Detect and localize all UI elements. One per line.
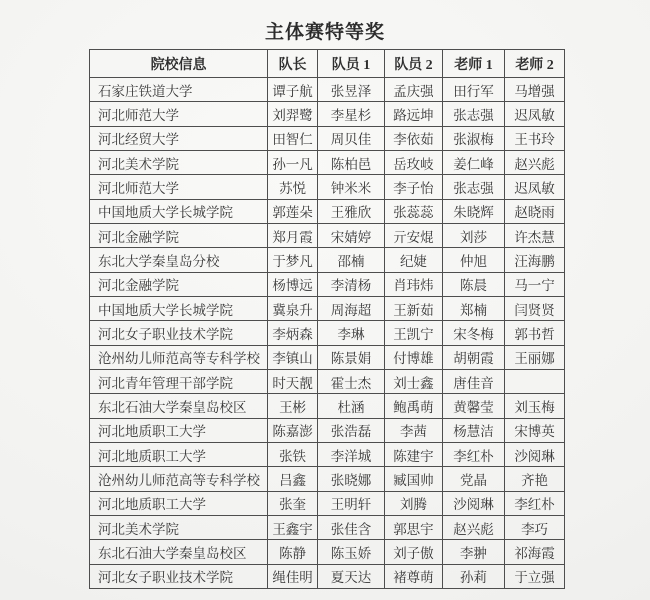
- cell-teacher-2: 沙阅琳: [505, 442, 565, 466]
- cell-teacher-2: 齐艳: [505, 467, 565, 491]
- table-row: [90, 126, 565, 150]
- cell-teacher-1: 刘莎: [442, 223, 504, 247]
- cell-school: 河北青年管理干部学院: [90, 369, 268, 393]
- cell-member-2: 李依茹: [384, 126, 442, 150]
- table-row: [90, 467, 565, 491]
- table-row: [90, 540, 565, 564]
- cell-teacher-2: [505, 369, 565, 393]
- cell-member-1: 霍士杰: [318, 369, 385, 393]
- cell-school: 中国地质大学长城学院: [90, 296, 268, 320]
- table-row: [90, 150, 565, 174]
- cell-teacher-1: 仲旭: [442, 248, 504, 272]
- cell-member-1: 陈景娟: [318, 345, 385, 369]
- table-row: [90, 175, 565, 199]
- cell-teacher-1: 姜仁峰: [442, 150, 504, 174]
- cell-school: 河北师范大学: [90, 102, 268, 126]
- table-row: [90, 321, 565, 345]
- cell-member-2: 付博雄: [384, 345, 442, 369]
- cell-school: 河北地质职工大学: [90, 418, 268, 442]
- table-row: [90, 223, 565, 247]
- cell-member-1: 钟米米: [318, 175, 385, 199]
- cell-member-1: 陈玉娇: [318, 540, 385, 564]
- cell-school: 河北美术学院: [90, 515, 268, 539]
- cell-school: 河北地质职工大学: [90, 442, 268, 466]
- cell-school: 中国地质大学长城学院: [90, 199, 268, 223]
- header-school-info: 院校信息: [90, 50, 268, 78]
- cell-captain: 时天靓: [268, 369, 318, 393]
- cell-captain: 杨博远: [268, 272, 318, 296]
- table-row: [90, 78, 565, 102]
- cell-captain: 田智仁: [268, 126, 318, 150]
- table-row: [90, 442, 565, 466]
- table-body: [90, 78, 565, 589]
- cell-captain: 王彬: [268, 394, 318, 418]
- cell-teacher-1: 田行军: [442, 78, 504, 102]
- cell-captain: 孙一凡: [268, 150, 318, 174]
- cell-member-1: 杜涵: [318, 394, 385, 418]
- cell-school: 沧州幼儿师范高等专科学校: [90, 345, 268, 369]
- table-row: [90, 515, 565, 539]
- cell-school: 河北女子职业技术学院: [90, 564, 268, 588]
- cell-school: 河北金融学院: [90, 272, 268, 296]
- cell-member-2: 张蕊蕊: [384, 199, 442, 223]
- cell-captain: 李镇山: [268, 345, 318, 369]
- cell-school: 东北大学秦皇岛分校: [90, 248, 268, 272]
- cell-teacher-1: 黄馨莹: [442, 394, 504, 418]
- table-row: [90, 564, 565, 588]
- cell-teacher-2: 闫贤贤: [505, 296, 565, 320]
- cell-member-2: 肖玮炜: [384, 272, 442, 296]
- cell-teacher-1: 李翀: [442, 540, 504, 564]
- cell-school: 河北经贸大学: [90, 126, 268, 150]
- cell-member-1: 邵楠: [318, 248, 385, 272]
- cell-teacher-1: 陈晨: [442, 272, 504, 296]
- cell-member-1: 陈柏邑: [318, 150, 385, 174]
- table-row: [90, 248, 565, 272]
- cell-teacher-1: 杨慧洁: [442, 418, 504, 442]
- cell-member-2: 刘子傲: [384, 540, 442, 564]
- cell-member-1: 李清杨: [318, 272, 385, 296]
- cell-captain: 苏悦: [268, 175, 318, 199]
- header-member-1: 队员 1: [318, 50, 385, 78]
- cell-teacher-2: 李红朴: [505, 491, 565, 515]
- cell-school: 河北地质职工大学: [90, 491, 268, 515]
- cell-teacher-1: 宋冬梅: [442, 321, 504, 345]
- cell-teacher-1: 孙莉: [442, 564, 504, 588]
- cell-teacher-2: 许杰慧: [505, 223, 565, 247]
- cell-member-2: 刘士鑫: [384, 369, 442, 393]
- cell-captain: 刘羿鹭: [268, 102, 318, 126]
- cell-member-2: 郭思宇: [384, 515, 442, 539]
- cell-member-2: 路远坤: [384, 102, 442, 126]
- cell-member-2: 王新茹: [384, 296, 442, 320]
- cell-teacher-2: 赵兴彪: [505, 150, 565, 174]
- cell-teacher-1: 张志强: [442, 175, 504, 199]
- cell-captain: 于梦凡: [268, 248, 318, 272]
- cell-member-1: 张佳含: [318, 515, 385, 539]
- cell-member-1: 王雅欣: [318, 199, 385, 223]
- cell-member-2: 褚尊萌: [384, 564, 442, 588]
- cell-captain: 陈静: [268, 540, 318, 564]
- cell-teacher-2: 郭书哲: [505, 321, 565, 345]
- cell-member-1: 周贝佳: [318, 126, 385, 150]
- cell-school: 河北女子职业技术学院: [90, 321, 268, 345]
- cell-teacher-1: 张志强: [442, 102, 504, 126]
- cell-captain: 李炳森: [268, 321, 318, 345]
- cell-teacher-2: 李巧: [505, 515, 565, 539]
- cell-teacher-1: 李红朴: [442, 442, 504, 466]
- header-row: [90, 50, 565, 78]
- cell-captain: 王鑫宇: [268, 515, 318, 539]
- cell-captain: 绳佳明: [268, 564, 318, 588]
- cell-school: 河北金融学院: [90, 223, 268, 247]
- cell-school: 东北石油大学秦皇岛校区: [90, 540, 268, 564]
- table-row: [90, 394, 565, 418]
- cell-member-2: 陈建宇: [384, 442, 442, 466]
- table-row: [90, 369, 565, 393]
- cell-school: 河北师范大学: [90, 175, 268, 199]
- table-row: [90, 418, 565, 442]
- header-teacher-2: 老师 2: [505, 50, 565, 78]
- table-row: [90, 199, 565, 223]
- cell-school: 沧州幼儿师范高等专科学校: [90, 467, 268, 491]
- cell-member-2: 臧国帅: [384, 467, 442, 491]
- table-row: [90, 272, 565, 296]
- cell-teacher-1: 沙阅琳: [442, 491, 504, 515]
- cell-teacher-2: 迟凤敏: [505, 175, 565, 199]
- cell-member-1: 周海超: [318, 296, 385, 320]
- header-captain: 队长: [268, 50, 318, 78]
- cell-school: 石家庄铁道大学: [90, 78, 268, 102]
- cell-member-1: 王明轩: [318, 491, 385, 515]
- cell-teacher-2: 祁海霞: [505, 540, 565, 564]
- table-row: [90, 345, 565, 369]
- cell-teacher-2: 王书玲: [505, 126, 565, 150]
- cell-teacher-2: 宋博英: [505, 418, 565, 442]
- cell-teacher-1: 胡朝霞: [442, 345, 504, 369]
- cell-school: 东北石油大学秦皇岛校区: [90, 394, 268, 418]
- cell-captain: 陈嘉澎: [268, 418, 318, 442]
- cell-member-1: 张浩磊: [318, 418, 385, 442]
- cell-teacher-2: 王丽娜: [505, 345, 565, 369]
- cell-captain: 谭子航: [268, 78, 318, 102]
- cell-member-1: 张昱泽: [318, 78, 385, 102]
- cell-school: 河北美术学院: [90, 150, 268, 174]
- table-row: [90, 491, 565, 515]
- cell-member-2: 刘腾: [384, 491, 442, 515]
- cell-member-1: 张晓娜: [318, 467, 385, 491]
- cell-captain: 张铁: [268, 442, 318, 466]
- cell-teacher-1: 朱晓辉: [442, 199, 504, 223]
- cell-teacher-1: 唐佳音: [442, 369, 504, 393]
- cell-member-2: 亓安焜: [384, 223, 442, 247]
- cell-member-2: 鲍禹萌: [384, 394, 442, 418]
- cell-member-2: 孟庆强: [384, 78, 442, 102]
- cell-teacher-2: 迟凤敏: [505, 102, 565, 126]
- awards-table: [89, 49, 565, 589]
- cell-captain: 张奎: [268, 491, 318, 515]
- cell-member-1: 李星杉: [318, 102, 385, 126]
- cell-captain: 郑月霞: [268, 223, 318, 247]
- header-member-2: 队员 2: [384, 50, 442, 78]
- cell-teacher-2: 马增强: [505, 78, 565, 102]
- cell-teacher-1: 赵兴彪: [442, 515, 504, 539]
- header-teacher-1: 老师 1: [442, 50, 504, 78]
- cell-teacher-2: 刘玉梅: [505, 394, 565, 418]
- cell-teacher-1: 党晶: [442, 467, 504, 491]
- cell-teacher-2: 于立强: [505, 564, 565, 588]
- cell-member-2: 李茜: [384, 418, 442, 442]
- cell-teacher-2: 马一宁: [505, 272, 565, 296]
- cell-teacher-1: 郑楠: [442, 296, 504, 320]
- cell-member-2: 李子怡: [384, 175, 442, 199]
- cell-member-1: 李琳: [318, 321, 385, 345]
- cell-member-1: 李洋城: [318, 442, 385, 466]
- cell-member-2: 岳玫岐: [384, 150, 442, 174]
- cell-member-2: 纪婕: [384, 248, 442, 272]
- cell-captain: 吕鑫: [268, 467, 318, 491]
- cell-member-1: 夏天达: [318, 564, 385, 588]
- cell-teacher-2: 汪海鹏: [505, 248, 565, 272]
- cell-member-2: 王凯宁: [384, 321, 442, 345]
- cell-member-1: 宋婧婷: [318, 223, 385, 247]
- cell-captain: 冀泉升: [268, 296, 318, 320]
- table-row: [90, 102, 565, 126]
- page-title: 主体赛特等奖: [264, 22, 385, 43]
- cell-teacher-1: 张淑梅: [442, 126, 504, 150]
- cell-teacher-2: 赵晓雨: [505, 199, 565, 223]
- table-row: [90, 296, 565, 320]
- cell-captain: 郭莲朵: [268, 199, 318, 223]
